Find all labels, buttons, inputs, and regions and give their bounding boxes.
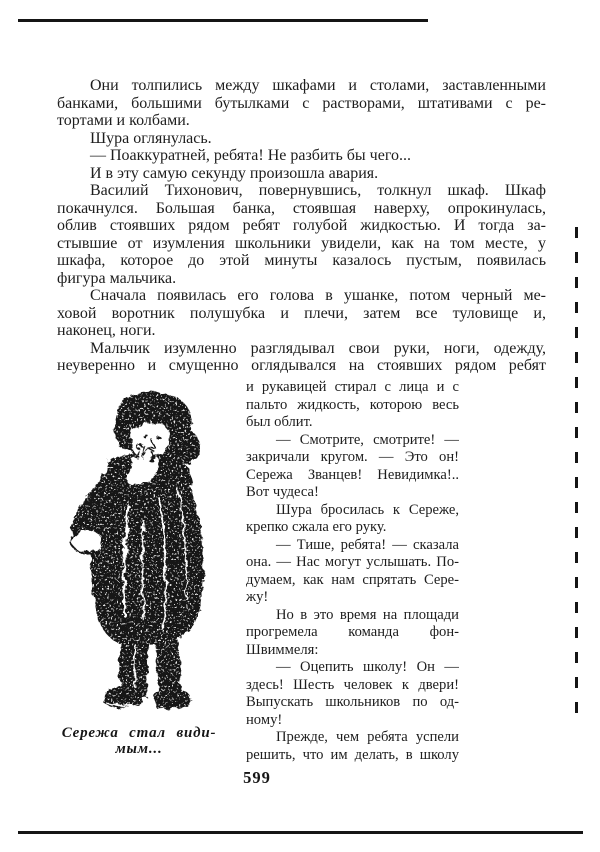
main-text-block <box>57 77 546 375</box>
text-line: Мальчик изумленно разглядывал свои руки, ноги, одежду, <box>90 339 546 357</box>
text-line: Вот чудеса! <box>246 484 319 500</box>
text-line: — Тише, ребята! — сказала <box>276 536 459 553</box>
text-line: — Поаккуратней, ребята! Не разбить бы чего... <box>90 147 411 164</box>
text-line: ному! <box>246 711 283 728</box>
text-line: — Оцепить школу! Он — <box>276 659 459 675</box>
page-number: 599 <box>243 768 271 787</box>
text-line: жу! <box>246 589 269 605</box>
scan-artifact-bottom-rule <box>18 831 583 834</box>
text-line: Сначала появилась его голова в ушанке, потом черный ме- <box>90 287 546 304</box>
text-line: Выпускать школьников по од- <box>246 694 459 710</box>
scan-artifact-right-rule <box>575 227 578 721</box>
text-line: прогремела команда фон- <box>246 624 459 640</box>
text-line: и рукавицей стирал с лица и с <box>246 379 459 395</box>
text-line: был облит. <box>246 414 313 430</box>
caption-line-2: мым... <box>115 740 163 757</box>
column-text-block <box>246 379 459 764</box>
text-line: она. — Нас могут услышать. По- <box>246 554 459 570</box>
text-line: Прежде, чем ребята успели <box>276 729 459 745</box>
text-line: шкафа, которое до этой минуты казалось пустым, появилась <box>57 252 546 269</box>
text-line: Они толпились между шкафами и столами, заставленными <box>90 77 546 94</box>
text-line: тортами и колбами. <box>57 112 190 129</box>
text-line: пальто жидкость, которою весь <box>246 396 459 413</box>
boy-illustration <box>58 386 220 716</box>
text-line: неуверенно и смущенно оглядывался на стоявших рядом ребят <box>57 357 546 374</box>
text-line: фигура мальчика. <box>57 269 177 287</box>
text-line: Василий Тихонович, повернувшись, толкнул шкаф. Шкаф <box>90 182 546 199</box>
text-line: Сережа Званцев! Невидимка!.. <box>246 466 459 483</box>
text-line: банками, большими бутылками с растворами, штативами с ре- <box>57 94 546 112</box>
caption-line-1: Сережа стал види- <box>61 725 217 741</box>
illustration-caption <box>48 726 230 757</box>
text-line: ховой воротник полушубка и плечи, затем все туловище и, <box>57 304 546 322</box>
text-line: крепко сжала его руку. <box>246 519 387 535</box>
text-line: Шура бросилась к Сереже, <box>276 501 459 518</box>
text-line: наконец, ноги. <box>57 322 156 339</box>
text-line: И в эту самую секунду произошла авария. <box>90 164 379 182</box>
text-line: думаем, как нам спрятать Сере- <box>246 571 459 588</box>
text-line: Шура оглянулась. <box>90 129 212 147</box>
text-line: решить, что им делать, в школу <box>246 746 459 763</box>
text-line: — Смотрите, смотрите! — <box>276 431 459 448</box>
text-line: закричали кругом. — Это он! <box>246 449 459 465</box>
text-line: стывшие от изумления школьники увидели, как на том месте, у <box>57 234 546 252</box>
text-line: Швиммеля: <box>246 641 319 658</box>
scan-artifact-top-rule <box>18 19 428 22</box>
text-line: покачнулся. Большая банка, стоявшая наверху, опрокинулась, <box>57 199 546 217</box>
text-line: Но в это время на площади <box>276 606 459 623</box>
text-line: здесь! Шесть человек к двери! <box>246 676 459 693</box>
text-line: облив стоявших рядом ребят голубой жидкостью. И тогда за- <box>57 217 546 234</box>
